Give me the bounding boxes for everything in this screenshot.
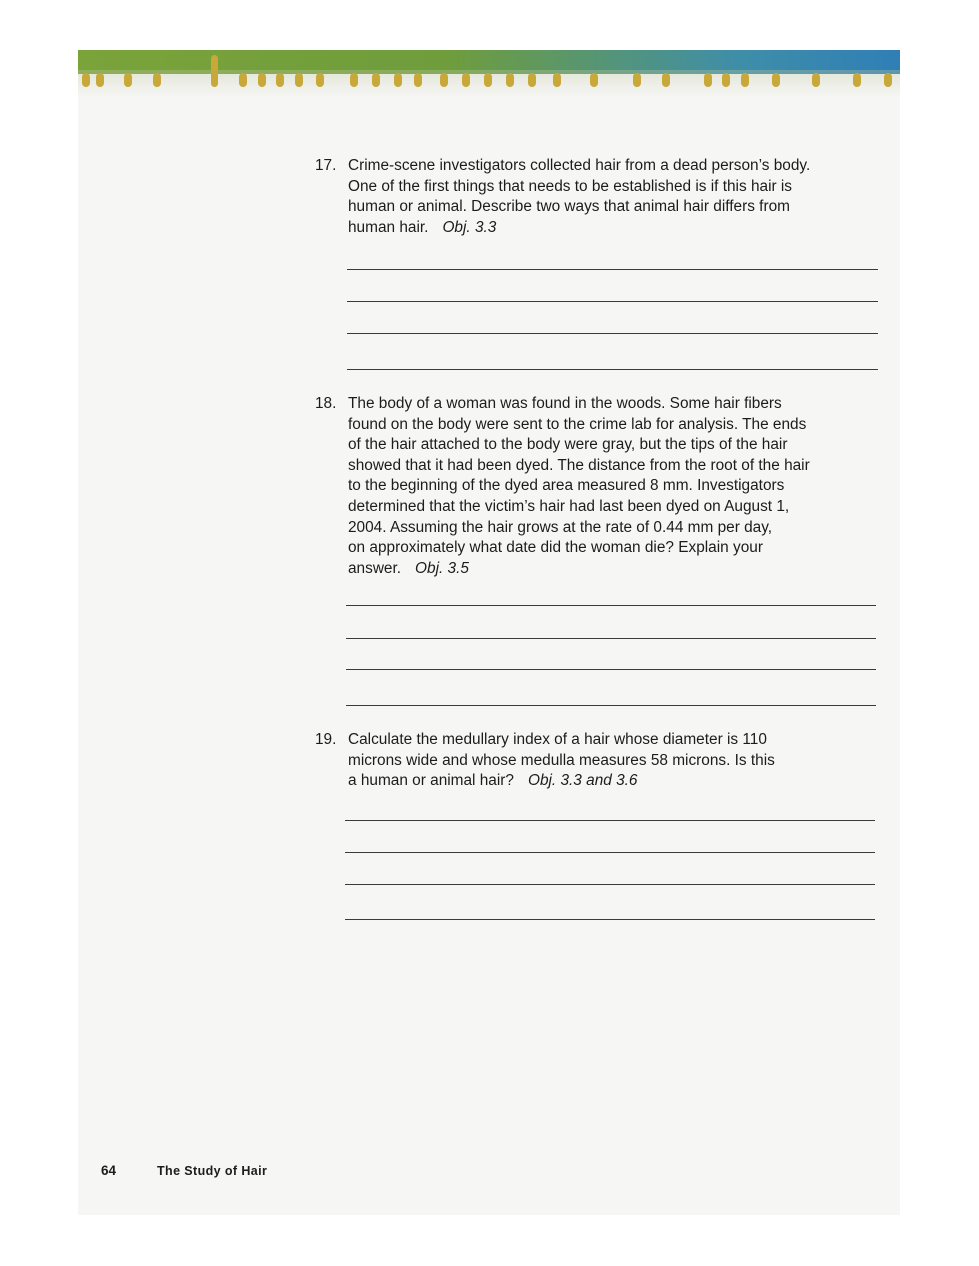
header-dot (662, 73, 670, 87)
header-dot (633, 73, 641, 87)
answer-line (347, 333, 878, 334)
question-number: 17. (315, 157, 337, 174)
page-number: 64 (101, 1163, 117, 1178)
answer-line (346, 638, 876, 639)
header-dot (884, 73, 892, 87)
objective-reference: Obj. 3.3 and 3.6 (527, 772, 638, 790)
header-dot (350, 73, 358, 87)
header-dot (462, 73, 470, 87)
header-dot (853, 73, 861, 87)
objective-reference: Obj. 3.5 (415, 559, 469, 577)
header-dot (553, 73, 561, 87)
answer-line (347, 301, 878, 302)
answer-line (345, 820, 875, 821)
question-text: Calculate the medullary index of a hair whose diameter is 110 microns wide and whose medulla measures 58 microns. Is this a human or animal hair? (348, 731, 775, 790)
question-number: 18. (315, 395, 337, 412)
question-18 (315, 394, 875, 579)
header-dot (394, 73, 402, 87)
question-text: The body of a woman was found in the woods. Some hair fibers found on the body were sent to the crime lab for analysis. The ends of the hair attached to the body were gray, but the tips of the hair showed that it had been dyed. The distance from the root of the hair to the beginning of the dyed area measured 8 mm. Investigators determined that the victim’s hair had last been dyed on August 1, 2004. Assuming the hair grows at the rate of 0.44 mm per day, on approximately what date did the woman die? Explain your answer. (348, 395, 810, 577)
running-title: The Study of Hair (157, 1164, 268, 1178)
header-dot (722, 73, 730, 87)
question-19 (315, 730, 875, 792)
header-dot (316, 73, 324, 87)
header-dot (704, 73, 712, 87)
header-dot (484, 73, 492, 87)
header-dot (372, 73, 380, 87)
answer-line (345, 919, 875, 920)
header-dot (258, 73, 266, 87)
question-17 (315, 156, 875, 238)
header-dot (506, 73, 514, 87)
header-dot (211, 55, 218, 87)
header-dot (124, 73, 132, 87)
objective-reference: Obj. 3.3 (442, 218, 497, 236)
header-dot (276, 73, 284, 87)
header-dot (82, 73, 90, 87)
header-dot (440, 73, 448, 87)
header-dot (96, 73, 104, 87)
header-dot (295, 73, 303, 87)
header-dot (414, 73, 422, 87)
question-text: Crime-scene investigators collected hair from a dead person’s body. One of the first things that needs to be established is if this hair is human or animal. Describe two ways that animal hair differs from human hair. (348, 157, 811, 236)
answer-line (345, 884, 875, 885)
question-number: 19. (315, 731, 337, 748)
header-dot (153, 73, 161, 87)
answer-line (347, 369, 878, 370)
header-dot (239, 73, 247, 87)
header-dot (741, 73, 749, 87)
header-dot (590, 73, 598, 87)
answer-line (346, 669, 876, 670)
answer-line (347, 269, 878, 270)
answer-line (346, 605, 876, 606)
answer-line (345, 852, 875, 853)
header-dot (812, 73, 820, 87)
header-dot (772, 73, 780, 87)
header-dot (528, 73, 536, 87)
answer-line (346, 705, 876, 706)
